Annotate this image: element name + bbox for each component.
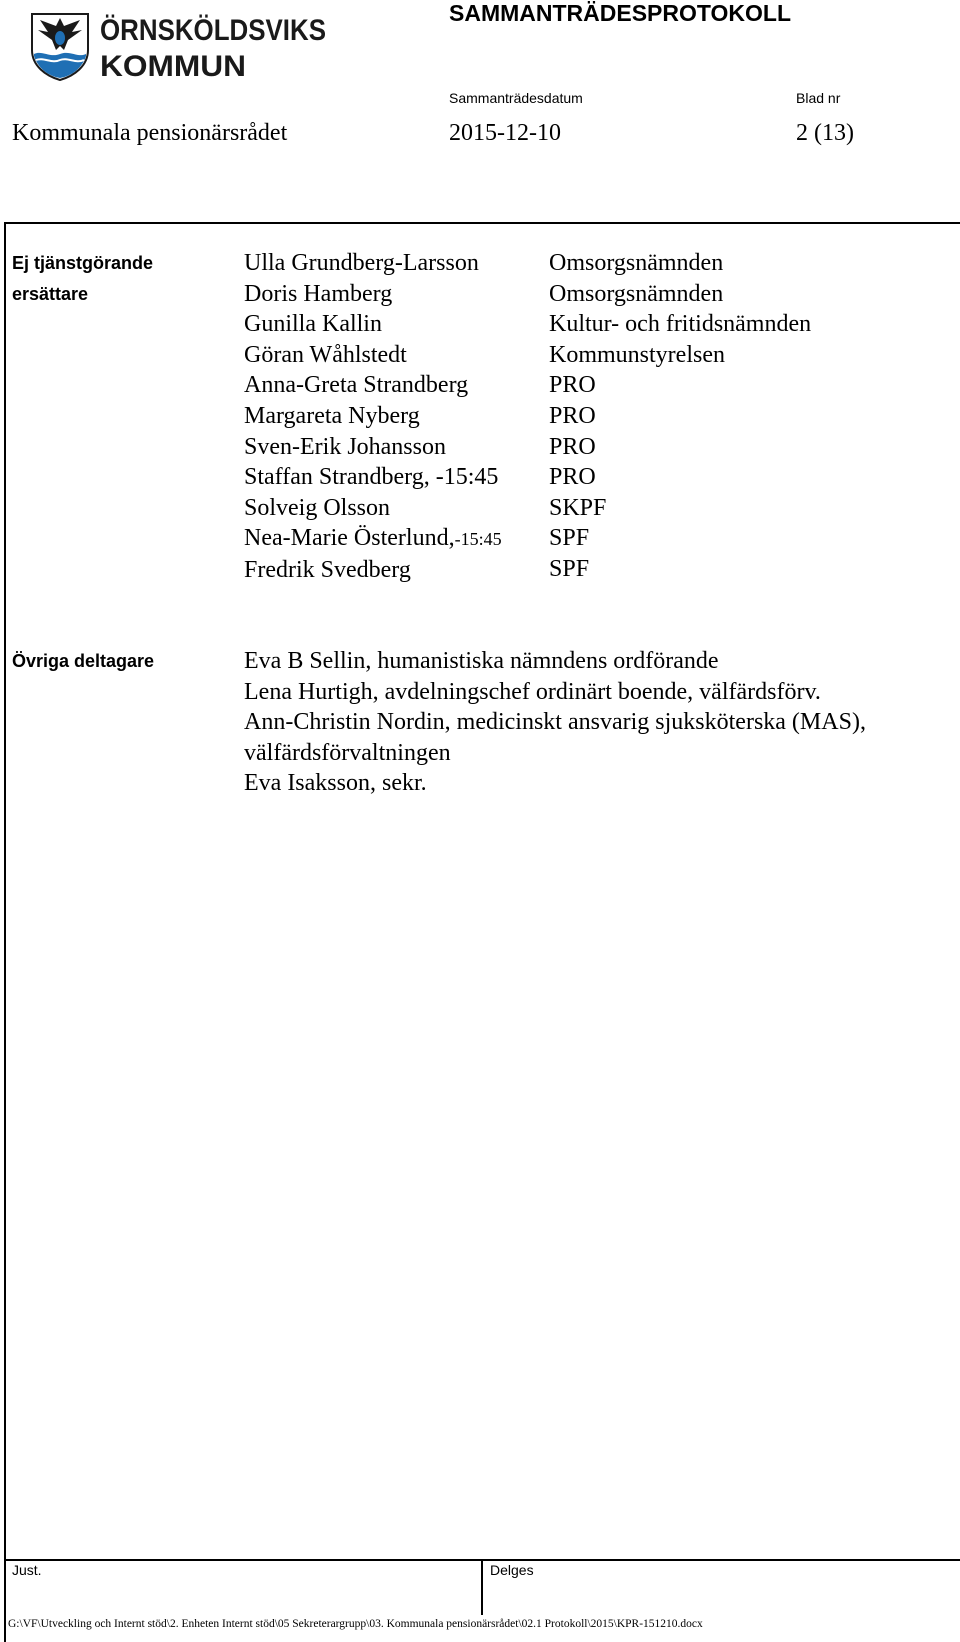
justification-label: Just.	[12, 1562, 42, 1578]
substitute-org: SKPF	[549, 494, 607, 521]
participants-label: Övriga deltagare	[12, 651, 155, 671]
distribution-label: Delges	[490, 1562, 534, 1578]
participant-line: Lena Hurtigh, avdelningschef ordinärt boende, välfärdsförv.	[244, 678, 821, 705]
svg-text:KOMMUN: KOMMUN	[100, 50, 246, 83]
substitute-org: SPF	[549, 525, 590, 552]
coat-of-arms-icon	[30, 10, 330, 82]
meeting-date: 2015-12-10	[449, 120, 561, 146]
substitute-name: Sven-Erik Johansson	[244, 433, 446, 460]
municipality-logo	[30, 10, 330, 82]
substitute-org: Kommunstyrelsen	[549, 341, 725, 368]
substitute-organizations	[549, 248, 811, 585]
substitute-names	[244, 248, 502, 586]
page-number-label: Blad nr	[796, 90, 841, 106]
council-name: Kommunala pensionärsrådet	[12, 120, 288, 146]
substitute-name: Margareta Nyberg	[244, 402, 420, 429]
substitutes-label-line1: Ej tjänstgörande	[12, 253, 154, 273]
participant-line: Eva B Sellin, humanistiska nämndens ordförande	[244, 648, 719, 674]
file-path: G:\VF\Utveckling och Internt stöd\2. Enheten Internt stöd\05 Sekreterargrupp\03. Kommunala pensionärsrådet\02.1 Protokoll\2015\KPR-151210.docx	[8, 1618, 703, 1630]
participant-line: Eva Isaksson, sekr.	[244, 770, 427, 797]
footer-column-divider	[481, 1559, 483, 1615]
page-number: 2 (13)	[796, 120, 854, 146]
substitute-org: PRO	[549, 464, 596, 491]
substitute-org: PRO	[549, 433, 596, 460]
substitute-name: Solveig Olsson	[244, 494, 391, 521]
substitute-name: Ulla Grundberg-Larsson	[244, 250, 479, 276]
substitutes-label-line2: ersättare	[12, 284, 89, 304]
substitute-org: Omsorgsnämnden	[549, 250, 724, 276]
substitute-org: PRO	[549, 402, 596, 429]
substitute-name: Anna-Greta Strandberg	[244, 372, 469, 399]
participants-list	[244, 646, 866, 799]
substitute-name: Staffan Strandberg, -15:45	[244, 464, 499, 491]
substitute-org: SPF	[549, 555, 590, 582]
substitute-org: Omsorgsnämnden	[549, 280, 724, 307]
participant-line: välfärdsförvaltningen	[244, 739, 451, 766]
substitute-name: Doris Hamberg	[244, 280, 393, 307]
svg-text:ÖRNSKÖLDSVIKS: ÖRNSKÖLDSVIKS	[100, 14, 326, 47]
meeting-date-label: Sammanträdesdatum	[449, 90, 583, 106]
departure-time-note: -15:45	[454, 529, 502, 550]
substitute-org: Kultur- och fritidsnämnden	[549, 311, 812, 338]
substitute-name: Göran Wåhlstedt	[244, 341, 407, 368]
substitute-name: Fredrik Svedberg	[244, 556, 411, 583]
substitute-name: Gunilla Kallin	[244, 311, 382, 338]
substitute-org: PRO	[549, 372, 596, 399]
participant-line: Ann-Christin Nordin, medicinskt ansvarig sjuksköterska (MAS),	[244, 709, 866, 736]
substitute-name-row	[244, 523, 502, 555]
substitute-name: Nea-Marie Österlund,	[244, 525, 455, 552]
document-type-title: SAMMANTRÄDESPROTOKOLL	[449, 0, 792, 26]
